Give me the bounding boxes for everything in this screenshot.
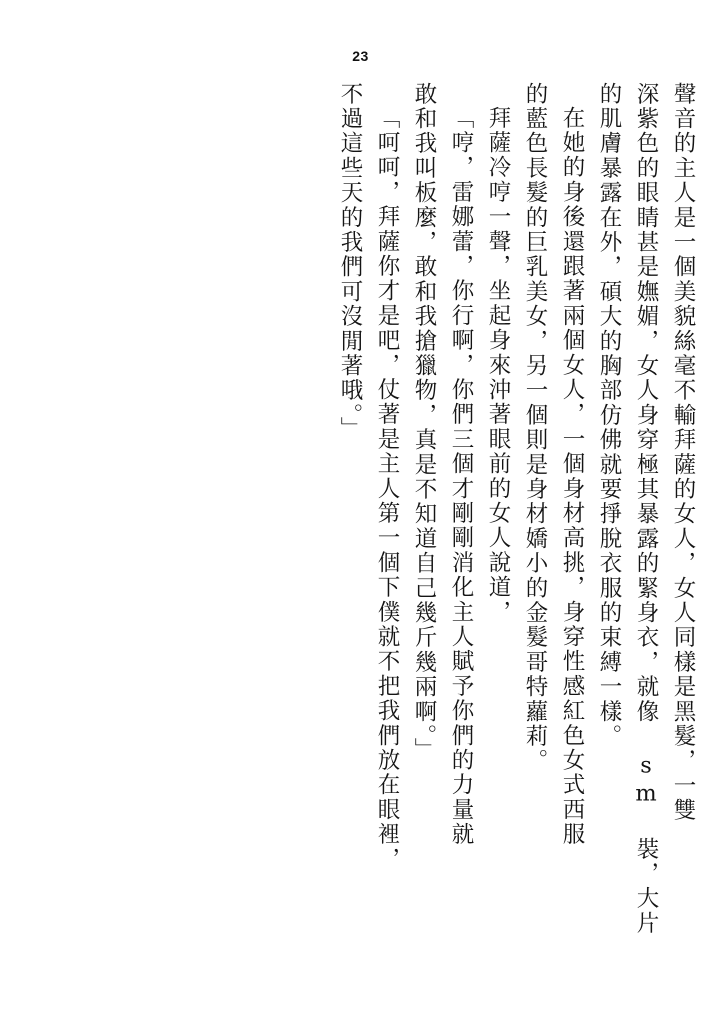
text-line: 聲音的主人是一個美貌絲毫不輸拜薩的女人，女人同樣是黑髮，一雙 [670, 82, 696, 823]
text-line: 的藍色長髮的巨乳美女，另一個則是身材嬌小的金髮哥特蘿莉。 [522, 82, 548, 774]
text-line: 「哼，雷娜蕾，你行啊，你們三個才剛剛消化主人賦予你們的力量就 [448, 106, 474, 847]
vertical-text-body [26, 82, 694, 962]
text-line: 敢和我叫板麼，敢和我搶獵物，真是不知道自己幾斤幾兩啊。」 [411, 82, 437, 763]
text-line: 深紫色的眼睛甚是嫵媚，女人身穿極其暴露的緊身衣，就像 sm 裝，大片 [633, 82, 659, 936]
page-number: 23 [352, 48, 369, 64]
text-line: 拜薩冷哼一聲，坐起身來沖著眼前的女人說道， [485, 106, 511, 625]
text-line: 「呵呵，拜薩你才是吧，仗著是主人第一個下僕就不把我們放在眼裡， [374, 106, 400, 872]
text-line: 不過這些天的我們可沒閒著哦。」 [337, 82, 363, 442]
text-line: 在她的身後還跟著兩個女人，一個身材高挑，身穿性感紅色女式西服 [559, 106, 585, 847]
text-line: 的肌膚暴露在外，碩大的胸部仿佛就要掙脫衣服的束縛一樣。 [596, 82, 622, 749]
